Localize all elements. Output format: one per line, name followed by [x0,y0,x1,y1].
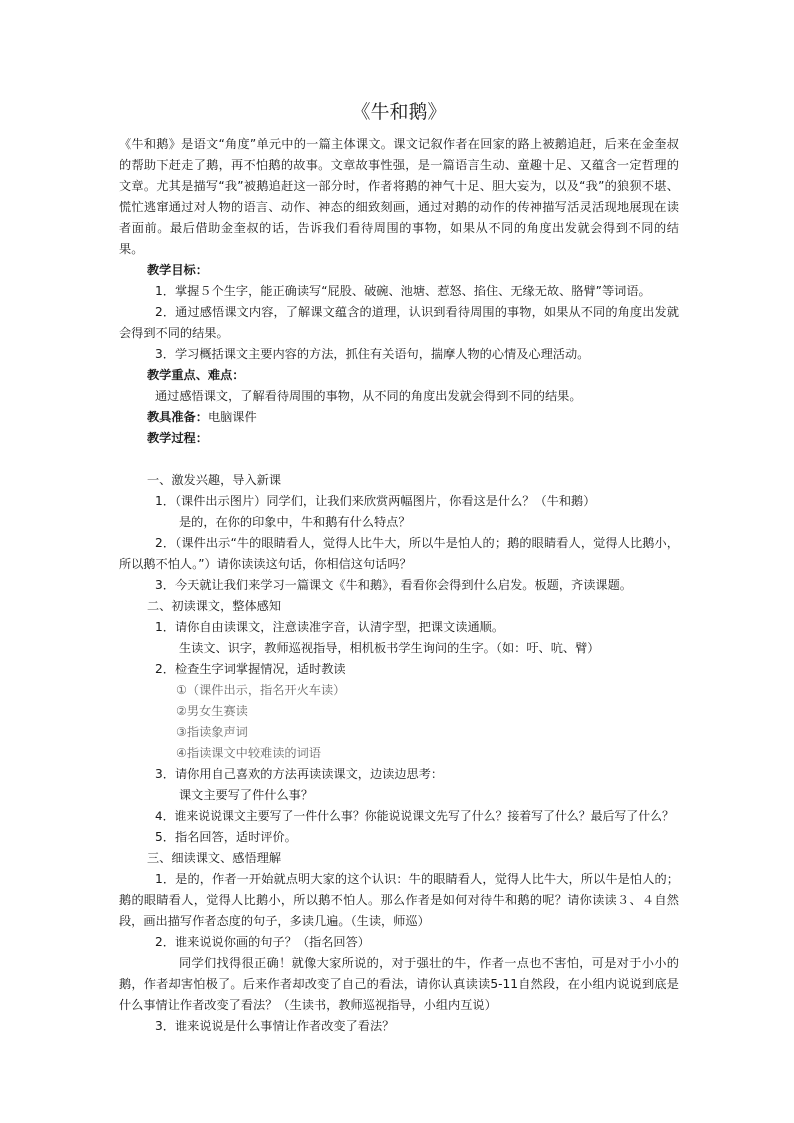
section-item: 2．谁来说说你画的句子？（指名回答） [155,935,370,949]
goal-item: 1．掌握５个生字，能正确读写“屁股、破碗、池塘、惹怒、掐住、无缘无故、胳臂”等词语。 [155,284,651,298]
goal-item: 2．通过感悟课文内容，了解课文蕴含的道理，认识到看待周围的事物，如果从不同的角度出发就会得到不同的结果。 [119,305,679,340]
section-heading: 三、细读课文、感悟理解 [147,851,282,865]
section-subtext: 同学们找得很正确！就像大家所说的，对于强壮的牛，作者一点也不害怕，可是对于小小的鹅，作者却害怕极了。后来作者却改变了自己的看法，请你认真读读5-11自然段，在小组内说说到底是什么事情让作者改变了看法？（生读书，教师巡视指导，小组内互说） [119,956,679,1012]
section-item: 2．检查生字词掌握情况，适时教读 [155,662,346,676]
section-item: 2．（课件出示“牛的眼睛看人，觉得人比牛大，所以牛是怕人的；鹅的眼睛看人，觉得人比鹅小，所以鹅不怕人。”）请你读读这句话，你相信这句话吗？ [119,536,679,571]
section-item: 1．（课件出示图片）同学们，让我们来欣赏两幅图片，你看这是什么？（牛和鹅） [155,494,596,508]
section-item: 3．谁来说说是什么事情让作者改变了看法？ [155,1019,395,1033]
sub-item: ③指读象声词 [176,725,248,739]
goals-heading: 教学目标： [147,263,208,277]
section-heading: 一、激发兴趣，导入新课 [147,473,282,487]
section-item: 4．谁来说说课文主要写了一件什么事？你能说说课文先写了什么？接着写了什么？最后写了什么？ [155,809,674,823]
section-item: 1．请你自由读课文，注意读准字音，认清字型，把课文读通顺。 [155,620,505,634]
sub-item: ②男女生赛读 [176,704,248,718]
section-item: 3．请你用自己喜欢的方法再读读课文，边读边思考： [155,767,444,781]
document-page [119,100,679,1037]
key-points-heading: 教学重点、难点： [147,368,245,382]
section-item: 3．今天就让我们来学习一篇课文《牛和鹅》，看看你会得到什么启发。板题，齐读课题。 [155,578,632,592]
goal-item: 3．学习概括课文主要内容的方法，抓住有关语句，揣摩人物的心情及心理活动。 [155,347,590,361]
section-subtext: 课文主要写了件什么事？ [179,788,314,802]
tools-heading: 教具准备： [147,410,208,424]
sub-item: ④指读课文中较难读的词语 [176,746,321,760]
tools-line [119,407,679,428]
tools-text: 电脑课件 [207,410,257,424]
spacer [119,449,679,470]
section-item: 5．指名回答，适时评价。 [155,830,297,844]
section-item: 1．是的，作者一开始就点明大家的这个认识：牛的眼睛看人，觉得人比牛大，所以牛是怕人的；鹅的眼睛看人，觉得人比鹅小，所以鹅不怕人。那么作者是如何对待牛和鹅的呢？请你读读３、４自然段，画出描写作者态度的句子，多读几遍。（生读，师巡） [119,872,679,928]
process-heading: 教学过程： [147,431,208,445]
key-points-text: 通过感悟课文，了解看待周围的事物，从不同的角度出发就会得到不同的结果。 [155,389,582,403]
document-title: 《牛和鹅》 [351,101,447,123]
intro-paragraph: 《牛和鹅》是语文“角度”单元中的一篇主体课文。课文记叙作者在回家的路上被鹅追赶，后来在金奎叔的帮助下赶走了鹅，再不怕鹅的故事。文章故事性强，是一篇语言生动、童趣十足、又蕴含一定哲理的文章。尤其是描写“我”被鹅追赶这一部分时，作者将鹅的神气十足、胆大妄为，以及“我”的狼狈不堪、慌忙逃窜通过对人物的语言、动作、神态的细致刻画，通过对鹅的动作的传神描写活灵活现地展现在读者面前。最后借助金奎叔的话，告诉我们看待周围的事物，如果从不同的角度出发就会得到不同的结果。 [119,137,679,256]
section-subtext: 生读文、识字，教师巡视指导，相机板书学生询问的生字。（如：吁、吭、臂） [179,641,600,655]
section-subtext: 是的，在你的印象中，牛和鹅有什么特点？ [179,515,411,529]
sub-item: ①（课件出示，指名开火车读） [176,683,346,697]
section-heading: 二、初读课文，整体感知 [147,599,282,613]
